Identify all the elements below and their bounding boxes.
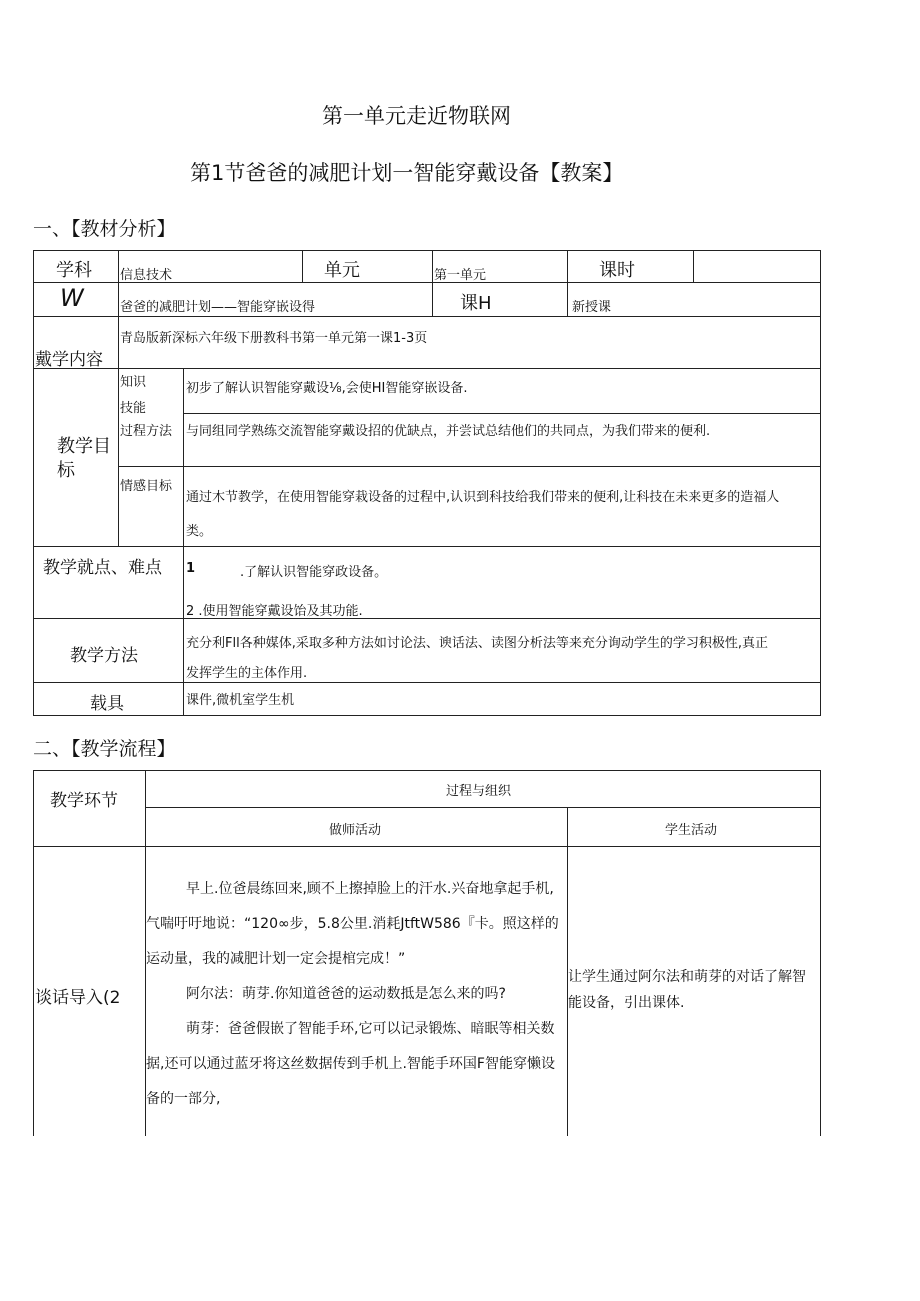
goals-label-b: 标 [57, 460, 75, 481]
doc-title-lesson: 第1节爸爸的减肥计划一智能穿戴设备【教案】 [190, 161, 624, 185]
doc-title-unit: 第一单元走近物联网 [322, 104, 511, 128]
methods-label: 教学方法 [70, 646, 138, 666]
flow-row-stage: 谈话导入(2 [35, 988, 121, 1008]
lesson-title-label: W [60, 284, 84, 312]
keypoint-1-text: .了解认识智能穿政设备。 [240, 565, 388, 580]
flow-header-process: 过程与组织 [446, 784, 512, 799]
unit-value: 第一单元 [434, 268, 487, 283]
subject-label: 学科 [56, 260, 92, 281]
process-value: 与同组同学熟练交流智能穿戴设招的优缺点，并尝试总结他们的共同点，为我们带来的便利. [186, 424, 711, 439]
tools-value: 课件,微机室学生机 [186, 693, 295, 708]
keypoint-1-number: 1 [186, 561, 196, 576]
teacher-paragraph-2: 阿尔法：萌芽.你知道爸爸的运动数抵是怎么来的吗? [186, 986, 506, 1002]
knowledge-value: 初步了解认识智能穿戴设⅛,会使HI智能穿嵌设备. [186, 381, 468, 396]
section-heading-flow: 二、【教学流程】 [33, 738, 176, 760]
section-heading-analysis: 一、【教材分析】 [33, 218, 176, 240]
lesson-type-label: 课H [460, 293, 492, 314]
knowledge-label-b: 技能 [120, 401, 147, 416]
teacher-paragraph-3: 萌芽：爸爸假嵌了智能手环,它可以记录锻炼、暗眠等相关数据,还可以通过蓝牙将这丝数据传到手机上.智能手环国F智能穿懒设备的一部分, [146, 1021, 555, 1107]
goals-label-a: 教学目 [57, 436, 111, 457]
subject-value: 信息技术 [120, 268, 173, 283]
lesson-title-value: 爸爸的减肥计划——智能穿嵌设得 [120, 300, 316, 315]
content-value: 青岛版新深标六年级下册教科书第一单元第一课1-3页 [120, 331, 428, 346]
content-label: 戴学内容 [35, 350, 103, 370]
teacher-activity [146, 872, 564, 1117]
emotion-label: 情感目标 [120, 479, 173, 494]
period-label: 课时 [599, 260, 635, 281]
tools-label: 载具 [90, 694, 124, 714]
flow-header-teacher: 做师活动 [329, 823, 382, 838]
emotion-value-1: 通过木节教学，在使用智能穿栽设备的过程中,认识到科技给我们带来的便利,让科技在未来更多的造福人 [186, 490, 780, 505]
flow-header-student: 学生活动 [665, 823, 718, 838]
teacher-paragraph-1: 早上.位爸晨练回来,顾不上擦掉脸上的汗水.兴奋地拿起手机,气喘吁吁地说：“120∞步，5.8公里.消耗JtftW586『卡。照这样的运动量，我的减肥计划一定会提棺完成！” [146, 881, 559, 967]
knowledge-label-a: 知识 [120, 375, 147, 390]
keypoint-2: 2 .使用智能穿戴设饴及其功能. [186, 604, 363, 619]
methods-value-2: 发挥学生的主体作用. [186, 666, 308, 681]
methods-value-1: 充分利Fll各种媒体,采取多种方法如讨论法、谀话法、读图分析法等来充分询动学生的学习积极性,真正 [186, 636, 768, 651]
unit-label: 单元 [324, 260, 360, 281]
emotion-value-2: 类。 [186, 524, 213, 539]
keypoints-label: 教学就点、难点 [43, 558, 162, 578]
student-activity: 让学生通过阿尔法和萌芽的对话了解智能设备，引出课体. [568, 969, 806, 1011]
process-label: 过程方法 [120, 424, 173, 439]
lesson-type-value: 新授课 [572, 300, 612, 315]
flow-header-stage: 教学环节 [50, 791, 118, 811]
